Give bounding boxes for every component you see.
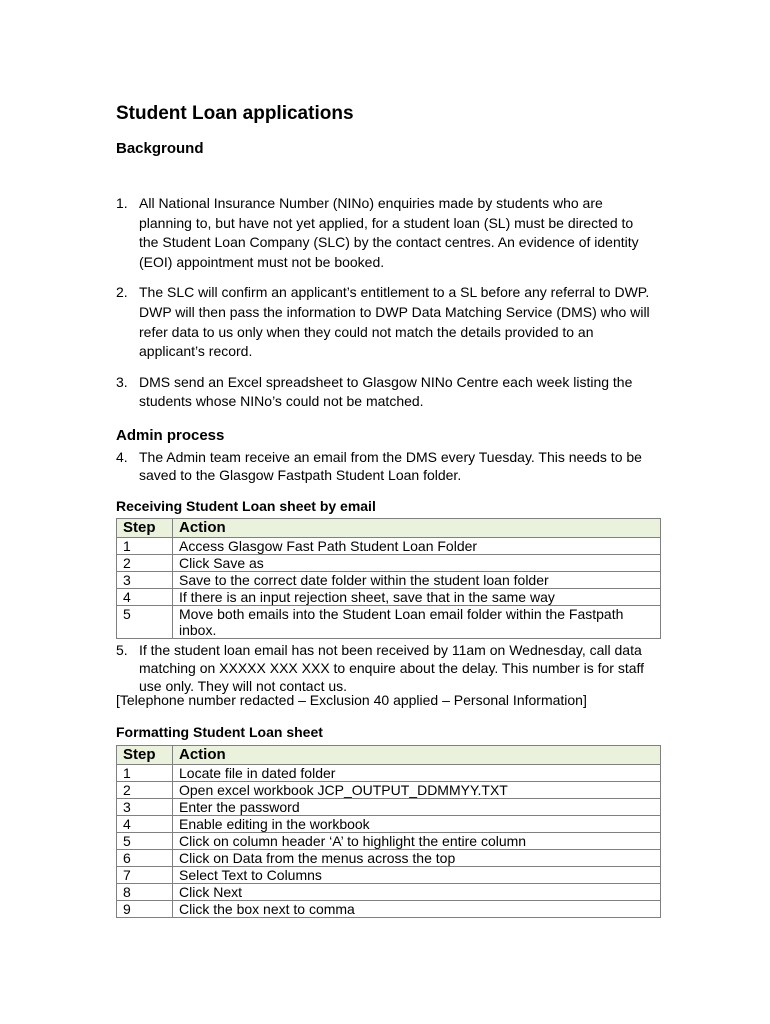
receiving-heading: Receiving Student Loan sheet by email: [116, 498, 376, 514]
table-row: [117, 606, 661, 639]
table-header-row: [117, 746, 661, 765]
step-cell: 5: [117, 606, 173, 639]
list-item-number: 3.: [116, 373, 128, 390]
step-cell: 3: [117, 572, 173, 589]
action-cell: Click on Data from the menus across the top: [173, 850, 661, 867]
list-item-text: DMS send an Excel spreadsheet to Glasgow NINo Centre each week listing the students whose NINo’s could not be matched.: [139, 373, 633, 410]
table-row: [117, 816, 661, 833]
table-row: [117, 555, 661, 572]
step-cell: 1: [117, 538, 173, 555]
step-cell: 5: [117, 833, 173, 850]
action-cell: Click Save as: [173, 555, 661, 572]
table-row: [117, 538, 661, 555]
table-row: [117, 572, 661, 589]
table-row: [117, 884, 661, 901]
step-cell: 6: [117, 850, 173, 867]
admin-list: [116, 448, 656, 495]
background-heading: Background: [116, 140, 204, 157]
background-list: [116, 194, 656, 423]
step-cell: 7: [117, 867, 173, 884]
step-column-header: Step: [117, 519, 173, 538]
page-title: Student Loan applications: [116, 103, 354, 124]
action-cell: Locate file in dated folder: [173, 765, 661, 782]
table-header-row: [117, 519, 661, 538]
formatting-steps-table: [116, 745, 661, 918]
list-item: [116, 194, 656, 272]
action-cell: Enter the password: [173, 799, 661, 816]
table-row: [117, 782, 661, 799]
list-item-text: The Admin team receive an email from the DMS every Tuesday. This needs to be saved to the Glasgow Fastpath Student Loan folder.: [139, 449, 642, 483]
list-item-number: 5.: [116, 642, 128, 658]
step-cell: 2: [117, 782, 173, 799]
admin-heading: Admin process: [116, 427, 225, 444]
action-column-header: Action: [173, 746, 661, 765]
action-cell: Select Text to Columns: [173, 867, 661, 884]
list-item-number: 4.: [116, 449, 128, 465]
action-cell: Access Glasgow Fast Path Student Loan Folder: [173, 538, 661, 555]
step-cell: 4: [117, 816, 173, 833]
list-item-text: The SLC will confirm an applicant’s entitlement to a SL before any referral to DWP. DWP will then pass the information to DWP Data Matching Service (DMS) who will refer data to us only when they could not match the details provided to an applicant’s record.: [139, 284, 650, 360]
receiving-steps-table: [116, 518, 661, 639]
action-column-header: Action: [173, 519, 661, 538]
step-cell: 1: [117, 765, 173, 782]
step-cell: 2: [117, 555, 173, 572]
action-cell: Open excel workbook JCP_OUTPUT_DDMMYY.TXT: [173, 782, 661, 799]
action-cell: Click Next: [173, 884, 661, 901]
step-cell: 9: [117, 901, 173, 918]
table-row: [117, 589, 661, 606]
table-row: [117, 833, 661, 850]
action-cell: Click on column header ‘A’ to highlight the entire column: [173, 833, 661, 850]
table-row: [117, 850, 661, 867]
list-item-number: 2.: [116, 284, 128, 301]
table-row: [117, 867, 661, 884]
action-cell: Click the box next to comma: [173, 901, 661, 918]
step-cell: 3: [117, 799, 173, 816]
step-cell: 4: [117, 589, 173, 606]
redaction-notice: [Telephone number redacted – Exclusion 40 applied – Personal Information]: [116, 692, 587, 708]
list-item-number: 1.: [116, 195, 128, 211]
table-row: [117, 901, 661, 918]
step-cell: 8: [117, 884, 173, 901]
list-item: [116, 641, 656, 695]
list-item-text: If the student loan email has not been received by 11am on Wednesday, call data matching on XXXXX XXX XXX to enquire about the delay. This number is for staff use only. They will not contact us.: [139, 642, 645, 694]
table-row: [117, 765, 661, 782]
step-column-header: Step: [117, 746, 173, 765]
action-cell: Save to the correct date folder within the student loan folder: [173, 572, 661, 589]
action-cell: Enable editing in the workbook: [173, 816, 661, 833]
list-item: [116, 283, 656, 361]
formatting-heading: Formatting Student Loan sheet: [116, 724, 323, 740]
table-row: [117, 799, 661, 816]
list-item: [116, 373, 656, 412]
list-item: [116, 448, 656, 484]
action-cell: If there is an input rejection sheet, save that in the same way: [173, 589, 661, 606]
action-cell: Move both emails into the Student Loan email folder within the Fastpath inbox.: [173, 606, 661, 639]
list-item-text: All National Insurance Number (NINo) enquiries made by students who are planning to, but have not yet applied, for a student loan (SL) must be directed to the Student Loan Company (SLC) by the contact centres. An evidence of identity (EOI) appointment must not be booked.: [139, 195, 639, 270]
